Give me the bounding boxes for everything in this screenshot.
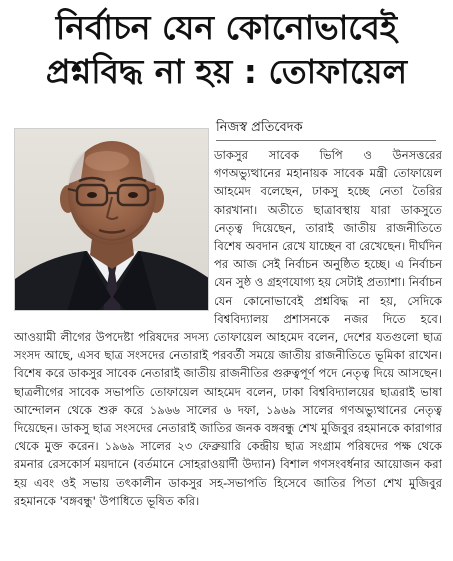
headline-line-1: নির্বাচন যেন কোনোভাবেই xyxy=(55,8,398,47)
byline-divider xyxy=(216,140,436,141)
photo-wrap-space xyxy=(14,146,214,310)
article-body xyxy=(14,146,442,510)
headline-line-2: প্রশ্নবিদ্ধ না হয় : তোফায়েল xyxy=(45,52,408,91)
byline: নিজস্ব প্রতিবেদক xyxy=(216,120,303,135)
article-text: ডাকসুর সাবেক ভিপি ও উনসত্তরের গণঅভ্যুত্থানের মহানায়ক সাবেক মন্ত্রী তোফায়েল আহমেদ বলেছেন, ঢাকসু হচ্ছে নেতা তৈরির কারখানা। অতীতে ছাত্রাবস্থায় যারা ডাকসুতে নেতৃত্ব দিয়েছেন, তারাই জাতীয় রাজনীতিতে বিশেষ অবদান রেখে যাচ্ছেন বা রেখেছেন। দীর্ঘদিন পর আজ সেই নির্বাচন অনুষ্ঠিত হচ্ছে। এ নির্বাচন যেন সুষ্ঠ ও গ্রহণযোগ্য হয় সেটাই প্রত্যাশা। নির্বাচন যেন কোনোভাবেই প্রশ্নবিদ্ধ না হয়, সেদিকে বিশ্ববিদ্যালয় প্রশাসনকে নজর দিতে হবে। আওয়ামী লীগের উপদেষ্টা পরিষদের সদস্য তোফায়েল আহমেদ বলেন, দেশের যতগুলো ছাত্র সংসদ আছে, এসব ছাত্র সংসদের নেতারাই পরবর্তী সময়ে জাতীয় রাজনীতিতে ভূমিকা রাখেন। বিশেষ করে ডাকসুর সাবেক নেতারাই জাতীয় রাজনীতির গুরুত্বপূর্ণ পদে নেতৃত্ব দিয়ে আসছেন। ছাত্রলীগের সাবেক সভাপতি তোফায়েল আহমেদ বলেন, ঢাকা বিশ্ববিদ্যালয়ের ছাত্ররাই ভাষা আন্দোলন থেকে শুরু করে ১৯৬৬ সালের ৬ দফা, ১৯৬৯ সালের গণঅভ্যুত্থানের নেতৃত্ব দিয়েছেন। ডাকসু ছাত্র সংসদের নেতারাই জাতির জনক বঙ্গবন্ধু শেখ মুজিবুর রহমানকে কারাগার থেকে মুক্ত করেন। ১৯৬৯ সালের ২৩ ফেব্রুয়ারি কেন্দ্রীয় ছাত্র সংগ্রাম পরিষদের পক্ষ থেকে রমনার রেসকোর্স ময়দানে (বর্তমানে সোহরাওয়ার্দী উদ্যান) বিশাল গণসংবর্ধনার আয়োজন করা হয় এবং ওই সভায় তৎকালীন ডাকসুর সহ-সভাপতি হিসেবে জাতির পিতা শেখ মুজিবুর রহমানকে 'বঙ্গবন্ধু' উপাধিতে ভূষিত করি। xyxy=(14,148,442,508)
headline xyxy=(0,6,453,94)
